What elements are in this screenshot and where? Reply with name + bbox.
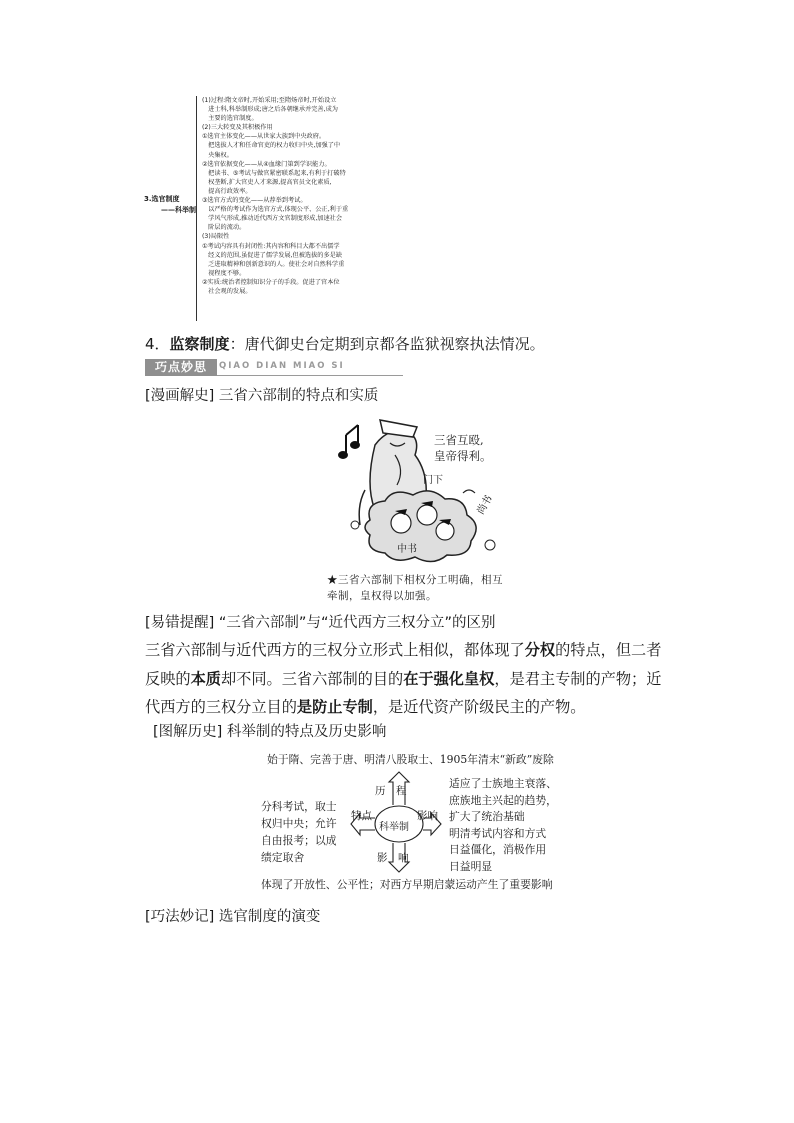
- point-4-text: ：唐代御史台定期到京都各监狱视察执法情况。: [229, 335, 545, 353]
- speech-line-1: 三省互殴,: [434, 433, 484, 447]
- diagram-left-line: 分科考试，取士: [261, 800, 337, 813]
- section-tag-pinyin: QIAO DIAN MIAO SI: [219, 361, 345, 371]
- tree-line: ②实质:统治者控制知识分子的手段。促进了官本位: [202, 278, 340, 286]
- keju-diagram: [255, 752, 585, 897]
- section-tag: [145, 359, 403, 376]
- label-zhongshu: 中书: [397, 544, 417, 555]
- tree-line: ①选官主体变化——从世家大族到中央政府。: [202, 133, 326, 141]
- para-bold-3: 在于强化皇权: [403, 669, 495, 688]
- point-4-supervision: [145, 333, 545, 354]
- label-yingxiang-bottom: 影 响: [377, 852, 409, 864]
- comparison-paragraph: [145, 636, 675, 722]
- heading-diagram: [图解历史] 科举制的特点及历史影响: [153, 724, 387, 740]
- tree-line: 提高行政效率。: [202, 187, 252, 195]
- heading-mistake: [易错提醒] “三省六部制”与“近代西方三权分立”的区别: [145, 615, 496, 631]
- diagram-top-text: 始于隋、完善于唐、明清八股取士、1905年清末“新政”废除: [267, 753, 554, 766]
- point-4-number: 4．: [145, 335, 170, 353]
- para-bold-1: 分权: [524, 641, 556, 659]
- tree-root-label: [144, 194, 196, 216]
- para-seg-5: ，是近代资产阶级民主的产物。: [372, 698, 586, 716]
- label-shangshu: 尚书: [475, 493, 495, 517]
- cartoon-speech: [434, 432, 492, 464]
- tree-line: (1)过程:隋文帝时,开始采用;至隋炀帝时,开始设立: [202, 97, 337, 104]
- section-tag-underline: [217, 375, 403, 376]
- para-seg-4: ，是君主专制的产物；近代西方的三权分立目的: [145, 669, 662, 716]
- tree-lines: [202, 96, 380, 296]
- diagram-left-text: [261, 798, 353, 866]
- diagram-right-line: 适应了士族地主衰落、: [449, 777, 557, 790]
- tree-line: ③选官方式的变化——从荐举到考试。: [202, 197, 307, 205]
- section-tag-label: 巧点妙思: [145, 359, 217, 376]
- para-bold-2: 本质: [190, 669, 221, 688]
- diagram-right-line: 日益僵化，消极作用: [449, 843, 547, 856]
- para-seg-1: 三省六部制与近代西方的三权分立形式上相似，都体现了: [145, 641, 525, 659]
- diagram-center: 科举制: [379, 822, 409, 833]
- tree-line: 权垄断,扩大官吏人才来源,提高官员文化素质,: [202, 178, 332, 186]
- label-tedian: 特点: [351, 810, 372, 822]
- diagram-left-line: 绩定取舍: [261, 851, 305, 864]
- label-menxia: 门下: [423, 475, 443, 486]
- tree-line: 把读书、⑤考试与做官紧密联系起来,有利于打破特: [202, 169, 346, 177]
- tree-brace: [196, 96, 201, 321]
- tree-line: 社会观的发展。: [202, 287, 252, 295]
- para-seg-2: 的特点，但二者反映的: [145, 641, 662, 688]
- tree-line: 以严格的考试作为选官方式,体现公平、公正,利于重: [202, 206, 349, 214]
- tree-root-line2: ——科举制: [161, 206, 196, 214]
- tree-line: 进士科,科举制形成;唐之后各朝继承并完善,成为: [202, 106, 338, 114]
- cartoon-caption: ★三省六部制下相权分工明确，相互牵制，皇权得以加强。: [327, 574, 503, 602]
- diagram-right-line: 庶族地主兴起的趋势，: [449, 793, 557, 807]
- tree-line: 乏进取精神和创新意识的人。使社会对自然科学重: [202, 260, 345, 268]
- tree-line: (2)三大转变及其积极作用: [202, 124, 273, 132]
- keju-summary-tree: [142, 92, 392, 327]
- tree-root-line1: 3.选官制度: [144, 195, 180, 203]
- para-seg-3: 却不同。三省六部制的目的: [220, 669, 404, 688]
- tree-line: (3)局限性: [202, 233, 230, 241]
- diagram-right-line: 明清考试内容和方式: [449, 826, 547, 840]
- heading-cartoon: [漫画解史] 三省六部制的特点和实质: [145, 388, 379, 404]
- tree-line: 阶层的流动。: [202, 224, 246, 232]
- diagram-left-line: 自由报考；以成: [261, 834, 337, 847]
- tree-line: 视程度不够。: [202, 269, 246, 277]
- tree-line: 学风气形成,推动近代西方文官制度形成,加速社会: [202, 215, 343, 223]
- tree-line: 央集权。: [202, 151, 233, 159]
- diagram-bottom-text: 体现了开放性、公平性；对西方早期启蒙运动产生了重要影响: [261, 878, 553, 891]
- tree-line: 主要的选官制度。: [202, 115, 258, 123]
- point-4-term: 监察制度: [169, 335, 230, 353]
- tree-line: 经义的范围,虽促进了儒学发展,但被选拔的多是缺: [202, 251, 343, 259]
- label-licheng: 历 程: [375, 785, 407, 797]
- para-bold-4: 是防止专制: [296, 698, 373, 716]
- diagram-right-line: 日益明显: [449, 859, 493, 873]
- diagram-left-line: 权归中央；允许: [261, 817, 337, 830]
- tree-line: ②选官依据变化——从④血缘门第到学识能力。: [202, 160, 331, 168]
- speech-line-2: 皇帝得利。: [434, 449, 492, 463]
- diagram-right-line: 扩大了统治基础: [449, 810, 525, 823]
- heading-mnemonic: [巧法妙记] 选官制度的演变: [145, 909, 321, 925]
- diagram-right-text: [449, 776, 589, 875]
- label-yingxiang-right: 影响: [417, 810, 438, 822]
- tree-line: ①考试内容具有封闭性:其内容和科目大都不出儒学: [202, 242, 340, 250]
- tree-line: 把选拔人才和任命官吏的权力收归中央,加强了中: [202, 142, 341, 150]
